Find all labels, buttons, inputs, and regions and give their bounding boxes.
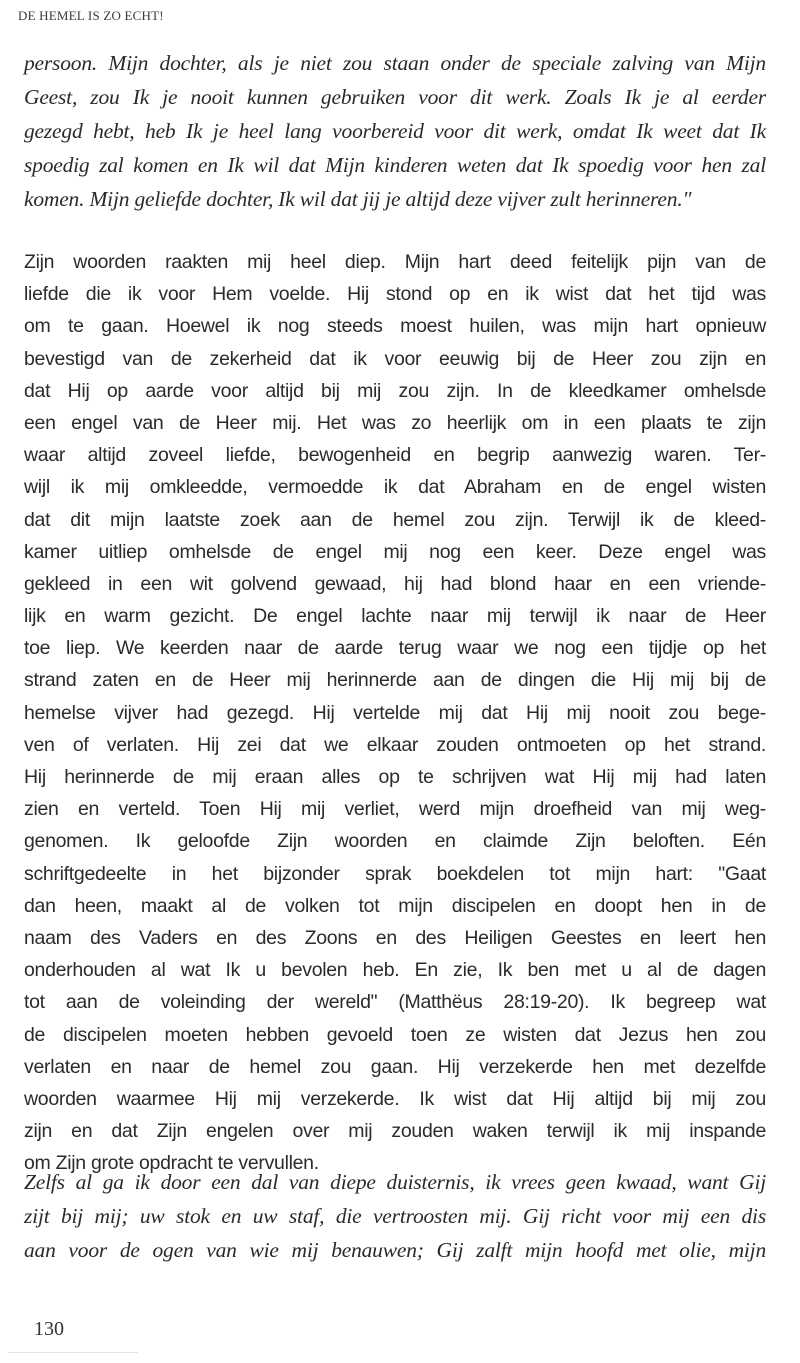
text-line: dan heen, maakt al de volken tot mijn discipelen en doopt hen in de [24,894,766,917]
running-head-title: DE HEMEL IS ZO ECHT! [18,8,164,23]
text-line: waar altijd zoveel liefde, bewogenheid en begrip aanwezig waren. Ter- [24,444,766,467]
text-line: zijn en dat Zijn engelen over mij zouden waken terwijl ik mij inspande [24,1120,766,1143]
text-line: dat dit mijn laatste zoek aan de hemel zou zijn. Terwijl ik de kleed- [24,508,766,531]
text-line: genomen. Ik geloofde Zijn woorden en claimde Zijn beloften. Eén [24,830,766,853]
text-line: persoon. Mijn dochter, als je niet zou staan onder de speciale zalving van Mijn [24,51,766,75]
text-line: schriftgedeelte in het bijzonder sprak boekdelen tot mijn hart: "Gaat [24,862,766,885]
text-line: kamer uitliep omhelsde de engel mij nog een keer. Deze engel was [24,540,766,563]
text-line: Geest, zou Ik je nooit kunnen gebruiken voor dit werk. Zoals Ik je al eerder [24,85,766,109]
footer-divider [8,1352,138,1353]
text-line: zien en verteld. Toen Hij mij verliet, werd mijn droefheid van mij weg- [24,798,766,821]
text-line: de discipelen moeten hebben gevoeld toen ze wisten dat Jezus hen zou [24,1023,766,1046]
text-line: tot aan de voleinding der wereld" (Matthëus 28:19-20). Ik begreep wat [24,991,766,1014]
text-line: komen. Mijn geliefde dochter, Ik wil dat jij je altijd deze vijver zult herinneren." [24,187,692,211]
text-line: Hij herinnerde de mij eraan alles op te schrijven wat Hij mij had laten [24,766,766,788]
text-line: strand zaten en de Heer mij herinnerde aan de dingen die Hij mij bij de [24,669,766,692]
text-line: spoedig zal komen en Ik wil dat Mijn kinderen weten dat Ik spoedig voor hen zal [24,153,766,177]
body-paragraph [24,246,766,1179]
quote-bottom-block [24,1165,766,1267]
text-line: woorden waarmee Hij mij verzekerde. Ik wist dat Hij altijd bij mij zou [24,1087,766,1110]
text-line: Zijn woorden raakten mij heel diep. Mijn hart deed feitelijk pijn van de [24,251,766,273]
text-line: om Zijn grote opdracht te vervullen. [24,1152,319,1175]
text-line: bevestigd van de zekerheid dat ik voor eeuwig bij de Heer zou zijn en [24,347,766,370]
text-line: naam des Vaders en des Zoons en des Heiligen Geestes en leert hen [24,926,766,949]
text-line: hemelse vijver had gezegd. Hij vertelde mij dat Hij mij nooit zou bege- [24,701,766,724]
text-line: aan voor de ogen van wie mij benauwen; Gij zalft mijn hoofd met olie, mijn [24,1238,766,1262]
text-line: gezegd hebt, heb Ik je heel lang voorbereid voor dit werk, omdat Ik weet dat Ik [24,119,766,143]
page-number: 130 [34,1318,64,1340]
text-line: dat Hij op aarde voor altijd bij mij zou zijn. In de kleedkamer omhelsde [24,379,766,402]
text-line: een engel van de Heer mij. Het was zo heerlijk om in een plaats te zijn [24,411,766,434]
text-line: liefde die ik voor Hem voelde. Hij stond op en ik wist dat het tijd was [24,283,766,306]
text-line: wijl ik mij omkleedde, vermoedde ik dat Abraham en de engel wisten [24,476,766,499]
text-line: onderhouden al wat Ik u bevolen heb. En zie, Ik ben met u al de dagen [24,959,766,982]
text-line: verlaten en naar de hemel zou gaan. Hij verzekerde hen met dezelfde [24,1055,766,1078]
text-line: om te gaan. Hoewel ik nog steeds moest huilen, was mijn hart opnieuw [24,315,766,338]
text-line: toe liep. We keerden naar de aarde terug waar we nog een tijdje op het [24,637,766,660]
text-line: lijk en warm gezicht. De engel lachte naar mij terwijl ik naar de Heer [24,605,766,628]
text-line: gekleed in een wit golvend gewaad, hij had blond haar en een vriende- [24,572,766,595]
text-line: zijt bij mij; uw stok en uw staf, die vertroosten mij. Gij richt voor mij een dis [24,1204,766,1228]
text-line: Zelfs al ga ik door een dal van diepe duisternis, ik vrees geen kwaad, want Gij [24,1170,766,1194]
text-line: ven of verlaten. Hij zei dat we elkaar zouden ontmoeten op het strand. [24,733,766,756]
quote-top-block [24,46,766,216]
